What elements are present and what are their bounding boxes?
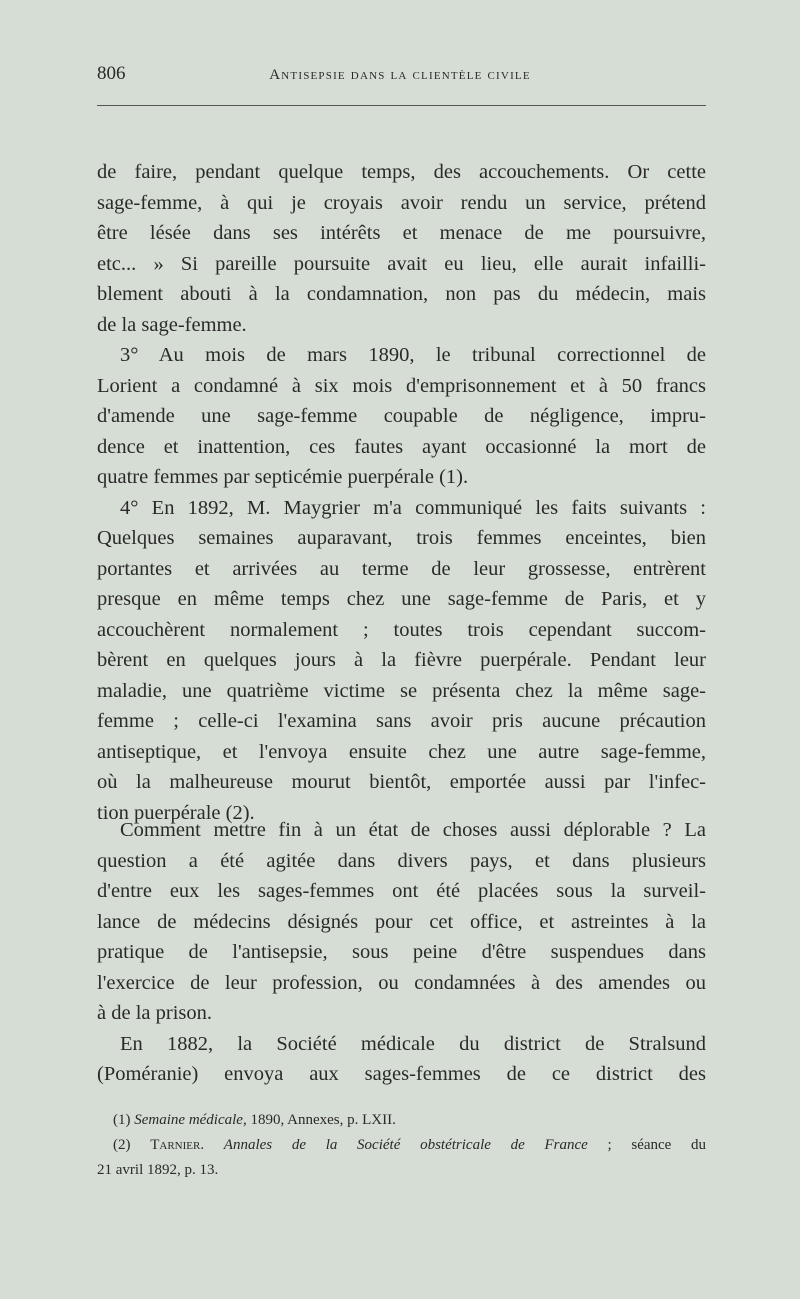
text-line: de faire, pendant quelque temps, des accouchements. Or cette [97, 161, 706, 183]
body-text-1 [97, 157, 706, 828]
page-number: 806 [97, 63, 126, 84]
footnote-mark: (1) [113, 1112, 131, 1128]
text-line: l'exercice de leur profession, ou condamnées à des amendes ou [97, 971, 706, 994]
text-line: quatre femmes par septicémie puerpérale (1). [97, 466, 469, 488]
text-line: sage-femme, à qui je croyais avoir rendu un service, prétend [97, 191, 706, 214]
text-line: femme ; celle-ci l'examina sans avoir pris aucune précaution [97, 710, 706, 732]
running-title: Antisepsie dans la clientèle civile [269, 67, 531, 83]
footnote-text: ; séance du [587, 1137, 707, 1153]
body-text-2 [97, 815, 706, 1090]
text-line: être lésée dans ses intérêts et menace de me poursuivre, [97, 222, 706, 244]
text-line: presque en même temps chez une sage-femme de Paris, et y [97, 588, 706, 610]
footnote-1 [97, 1108, 706, 1133]
footnote-2-continued: 21 avril 1892, p. 13. [97, 1162, 219, 1178]
footnote-mark: (2) [113, 1137, 131, 1153]
text-line: Quelques semaines auparavant, trois femmes enceintes, bien [97, 527, 706, 549]
text-line: dence et inattention, ces fautes ayant occasionné la mort de [97, 435, 706, 458]
text-line: 4° En 1892, M. Maygrier m'a communiqué les faits suivants : [120, 496, 706, 519]
footnotes [97, 1108, 706, 1183]
text-line: accouchèrent normalement ; toutes trois cependant succom- [97, 618, 706, 641]
footnote-title: Annales de la Société obstétricale de France [223, 1137, 588, 1153]
text-line: En 1882, la Société médicale du district de Stralsund [120, 1032, 706, 1055]
footnote-2 [97, 1133, 706, 1158]
text-line: Comment mettre fin à un état de choses aussi déplorable ? La [120, 819, 706, 841]
text-line: antiseptique, et l'envoya ensuite chez une autre sage-femme, [97, 740, 706, 763]
text-line: pratique de l'antisepsie, sous peine d'être suspendues dans [97, 941, 706, 963]
text-line: blement abouti à la condamnation, non pas du médecin, mais [97, 283, 706, 305]
text-line: d'amende une sage-femme coupable de négligence, impru- [97, 405, 706, 427]
text-line: portantes et arrivées au terme de leur grossesse, entrèrent [97, 557, 706, 580]
text-line: Lorient a condamné à six mois d'emprisonnement et à 50 francs [97, 374, 706, 397]
text-line: d'entre eux les sages-femmes ont été placées sous la surveil- [97, 880, 706, 902]
text-line: maladie, une quatrième victime se présenta chez la même sage- [97, 679, 706, 702]
text-line: tion puerpérale (2). [97, 801, 255, 824]
text-line: bèrent en quelques jours à la fièvre puerpérale. Pendant leur [97, 649, 706, 671]
header-rule [97, 105, 706, 106]
text-line: à de la prison. [97, 1002, 212, 1024]
text-line: 3° Au mois de mars 1890, le tribunal correctionnel de [120, 344, 706, 366]
footnote-author: Tarnier. [150, 1137, 205, 1153]
footnote-text: , 1890, Annexes, p. LXII. [242, 1112, 396, 1128]
footnote-title: Semaine médicale [134, 1112, 243, 1128]
text-line: (Poméranie) envoya aux sages-femmes de ce district des [97, 1063, 706, 1085]
text-line: question a été agitée dans divers pays, et dans plusieurs [97, 849, 706, 872]
text-line: lance de médecins désignés pour cet office, et astreintes à la [97, 910, 706, 933]
text-line: de la sage-femme. [97, 313, 247, 336]
text-line: etc... » Si pareille poursuite avait eu lieu, elle aurait infailli- [97, 252, 706, 275]
text-line: où la malheureuse mourut bientôt, emportée aussi par l'infec- [97, 771, 706, 793]
